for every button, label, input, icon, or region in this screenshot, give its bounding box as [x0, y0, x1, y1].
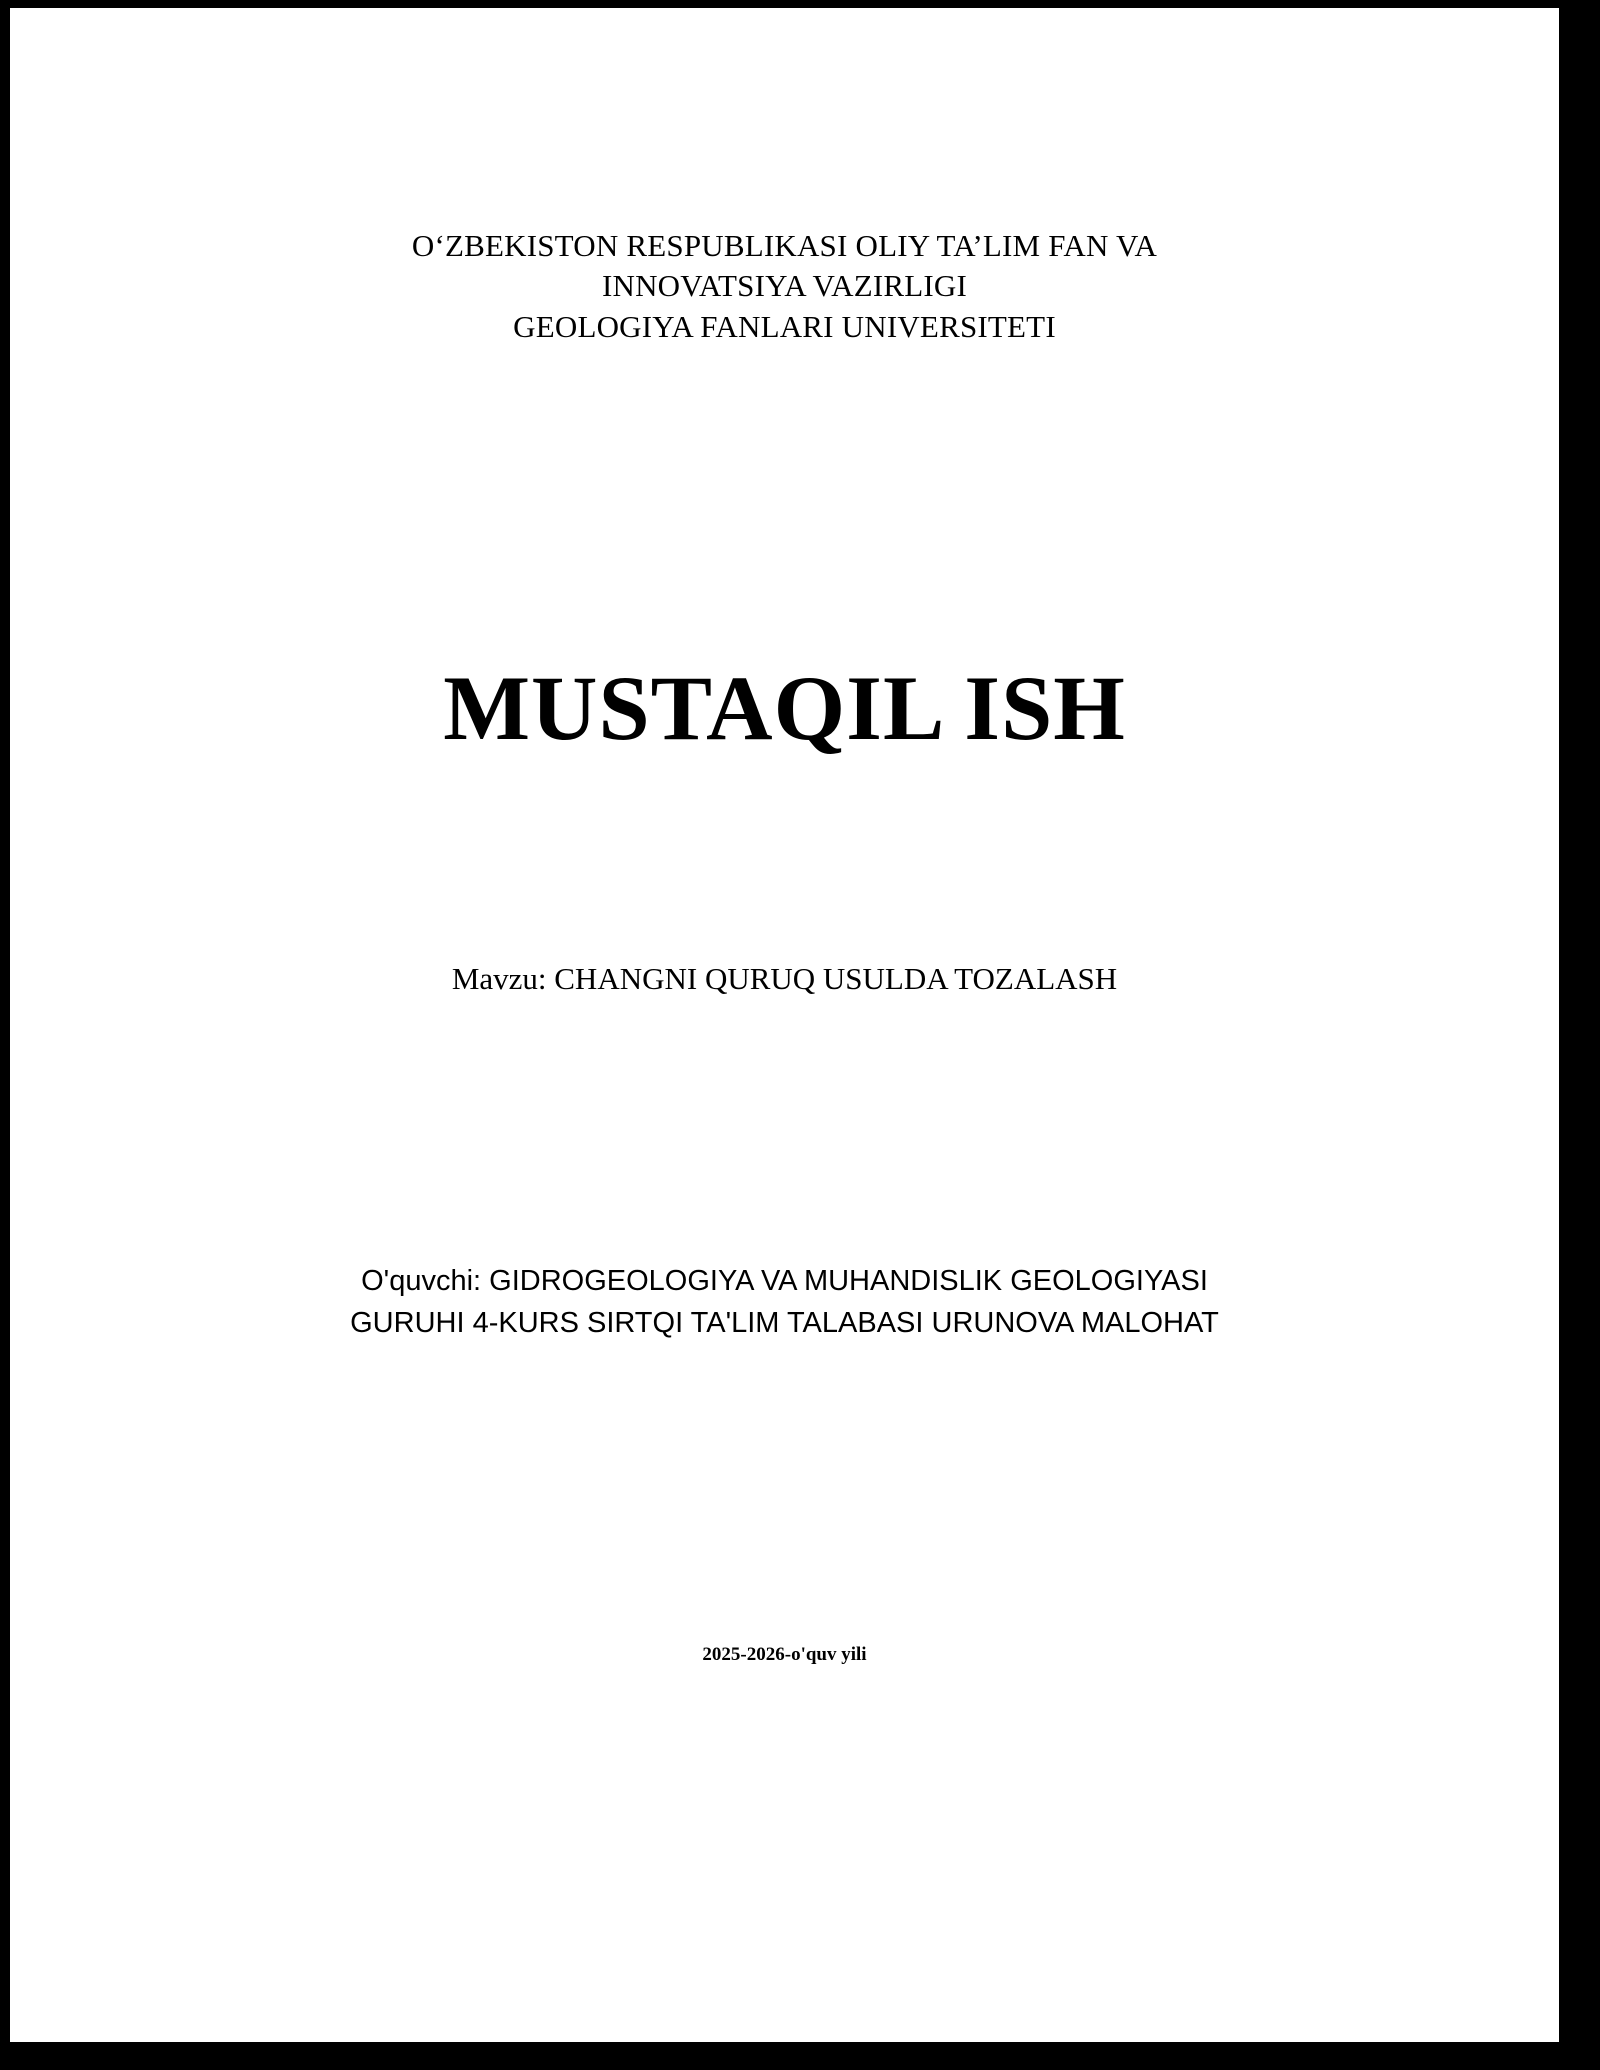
- page-title: MUSTAQIL ISH: [443, 656, 1126, 759]
- ministry-heading: [160, 226, 1409, 347]
- ministry-line-2: INNOVATSIYA VAZIRLIGI: [601, 268, 968, 304]
- author-line-1: O'quvchi: GIDROGEOLOGIYA VA MUHANDISLIK GEOLOGIYASI: [361, 1265, 1208, 1298]
- page-content: [10, 8, 1559, 2042]
- ministry-line-1: O‘ZBEKISTON RESPUBLIKASI OLIY TA’LIM FAN VA: [411, 228, 1158, 263]
- author-block: [160, 1261, 1409, 1343]
- document-page: [8, 6, 1561, 2044]
- subject-line: Mavzu: CHANGNI QURUQ USULDA TOZALASH: [451, 961, 1118, 997]
- ministry-line-3: GEOLOGIYA FANLARI UNIVERSITETI: [513, 308, 1056, 344]
- academic-year: 2025-2026-o'quv yili: [702, 1643, 867, 1665]
- author-line-2: GURUHI 4-KURS SIRTQI TA'LIM TALABASI URUNOVA MALOHAT: [350, 1306, 1219, 1339]
